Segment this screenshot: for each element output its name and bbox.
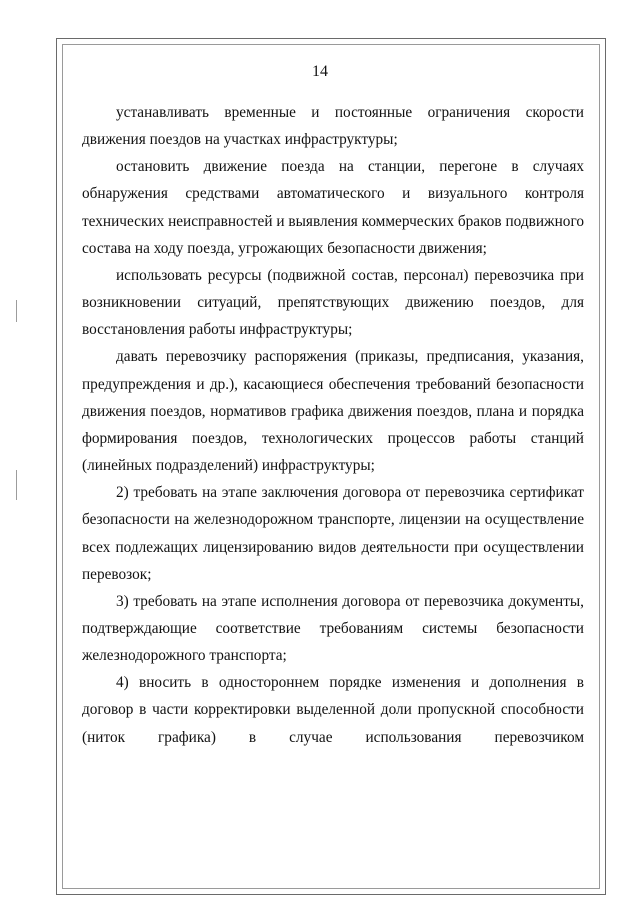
paragraph: 3) требовать на этапе исполнения договора от перевозчика документы, подтверждающие соответствие требованиям системы безопасности железнодорожного транспорта; [82, 592, 584, 665]
page-number: 14 [312, 63, 328, 80]
scan-mark [16, 470, 17, 500]
paragraph: 2) требовать на этапе заключения договора от перевозчика сертификат безопасности на железнодорожном транспорте, лицензии на осуществление всех подлежащих лицензированию видов деятельности при осуществлении перевозок; [82, 484, 584, 583]
paragraph: давать перевозчику распоряжения (приказы, предписания, указания, предупреждения и др.), касающиеся обеспечения требований безопасности движения поездов, нормативов графика движения поездов, плана и порядка формирования поездов, технологических процессов работы станций (линейных подразделений) инфраструктуры; [82, 348, 584, 475]
paragraph: 4) вносить в одностороннем порядке изменения и дополнения в договор в части корректировки выделенной доли пропускной способности (ниток графика) в случае использования перевозчиком [82, 674, 584, 746]
document-body [82, 99, 584, 751]
paragraph: использовать ресурсы (подвижной состав, персонал) перевозчика при возникновении ситуаций, препятствующих движению поездов, для восстановления работы инфраструктуры; [82, 266, 584, 339]
paragraph: устанавливать временные и постоянные ограничения скорости движения поездов на участках инфраструктуры; [82, 104, 584, 149]
scan-mark [16, 300, 17, 322]
paragraph: остановить движение поезда на станции, перегоне в случаях обнаружения средствами автоматического и визуального контроля технических неисправностей и выявления коммерческих браков подвижного состава на ходу поезда, угрожающих безопасности движения; [82, 158, 584, 257]
